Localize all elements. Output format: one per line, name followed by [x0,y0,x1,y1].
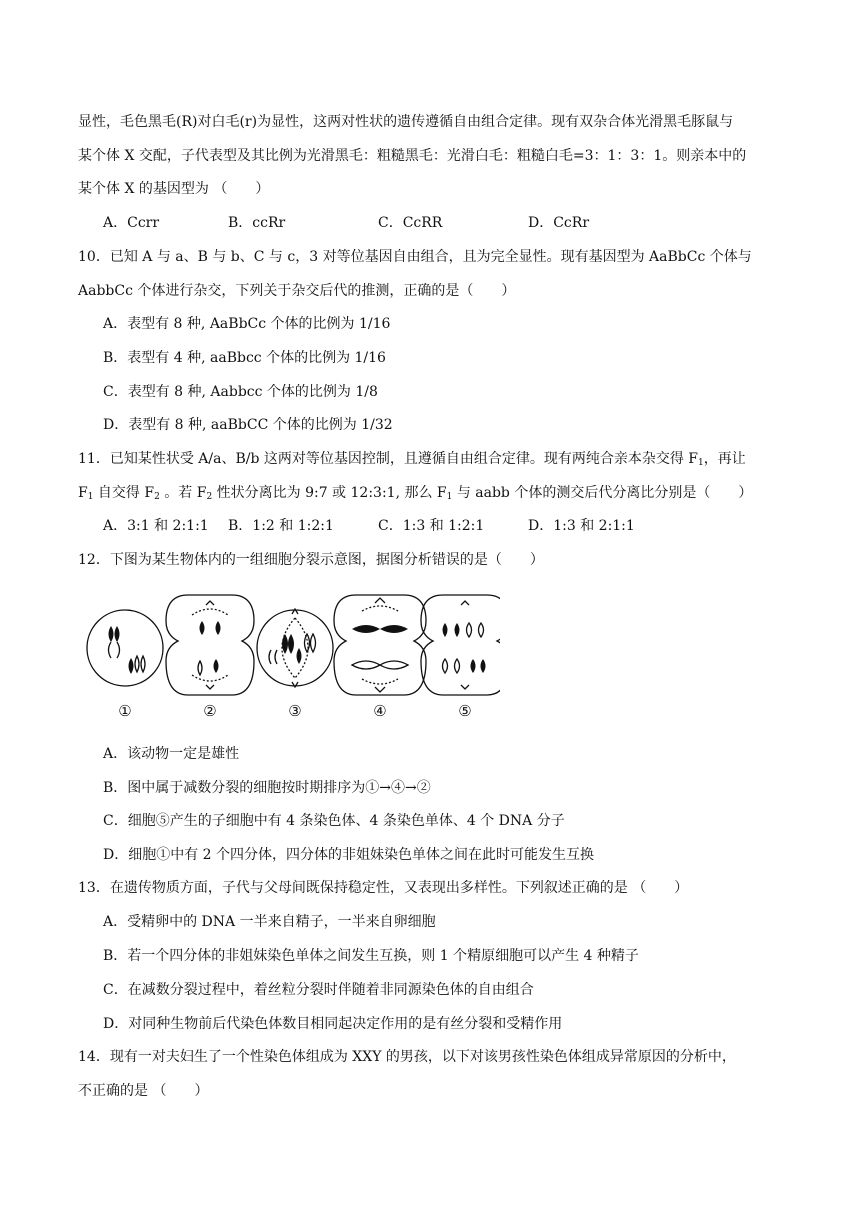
q11-option-b: B．1:2 和 1:2:1 [228,518,334,534]
cell-label-2: ② [203,702,217,720]
q10-option-d: D．表型有 8 种, aaBbCC 个体的比例为 1/32 [103,417,393,433]
cell-label-3: ③ [288,702,302,720]
cell-label-4: ④ [373,702,387,720]
q10-stem-line1: 10．已知 A 与 a、B 与 b、C 与 c，3 对等位基因自由组合，且为完全显性。现有基因型为 AaBbCc 个体与 [78,249,752,265]
q14-stem-line1: 14．现有一对夫妇生了一个性染色体组成为 XXY 的男孩，以下对该男孩性染色体组成异常原因的分析中， [78,1049,736,1065]
cell-label-5: ⑤ [458,702,472,720]
q11-stem-line1: 11．已知某性状受 A/a、B/b 这两对等位基因控制，且遵循自由组合定律。现有两纯合亲本杂交得 $F_1$，再让 [78,451,746,468]
q10-stem-line2: AabbCc 个体进行杂交，下列关于杂交后代的推测，正确的是（ ） [78,283,516,299]
q9-option-b: B．ccRr [228,215,286,231]
q13-option-b: B．若一个四分体的非姐妹染色单体之间发生互换，则 1 个精原细胞可以产生 4 种精子 [103,948,639,964]
q11-option-d: D．1:3 和 2:1:1 [528,518,635,534]
cell-label-1: ① [118,702,132,720]
q9-option-a: A．Ccrr [103,215,160,231]
q9-text-line3: 某个体 X 的基因型为 （ ） [78,181,270,197]
cell-2 [166,595,254,695]
q13-option-a: A．受精卵中的 DNA 一半来自精子，一半来自卵细胞 [103,914,436,930]
q11-option-c: C．1:3 和 1:2:1 [378,518,485,534]
q13-option-d: D．对同种生物前后代染色体数目相同起决定作用的是有丝分裂和受精作用 [103,1016,563,1032]
q12-option-c: C．细胞⑤产生的子细胞中有 4 条染色体、4 条染色单体、4 个 DNA 分子 [103,813,565,829]
q10-option-b: B．表型有 4 种, aaBbcc 个体的比例为 1/16 [103,350,386,366]
q9-text-line2: 某个体 X 交配，子代表型及其比例为光滑黑毛：粗糙黑毛：光滑白毛：粗糙白毛=3：1：3：1。则亲本中的 [78,148,747,164]
q14-stem-line2: 不正确的是 （ ） [78,1083,209,1099]
q11-option-a: A．3:1 和 2:1:1 [103,518,209,534]
q9-text-line1: 显性，毛色黑毛(R)对白毛(r)为显性，这两对性状的遗传遵循自由组合定律。现有双杂合体光滑黑毛豚鼠与 [78,114,734,130]
q13-stem: 13．在遗传物质方面，子代与父母间既保持稳定性，又表现出多样性。下列叙述正确的是 （ ） [78,880,689,896]
q10-option-c: C．表型有 8 种, Aabbcc 个体的比例为 1/8 [103,384,378,400]
q13-option-c: C．在减数分裂过程中，着丝粒分裂时伴随着非同源染色体的自由组合 [103,982,534,998]
cell-4 [334,595,426,695]
q9-option-c: C．CcRR [378,215,443,231]
q12-stem: 12．下图为某生物体内的一组细胞分裂示意图，据图分析错误的是（ ） [78,552,544,568]
cell-1 [87,610,163,686]
cell-division-figure [80,590,500,725]
q10-option-a: A．表型有 8 种, AaBbCc 个体的比例为 1/16 [103,316,391,332]
cell-5 [421,595,500,695]
cell-division-diagram [80,590,500,700]
q12-option-a: A．该动物一定是雄性 [103,746,240,762]
cell-3 [257,609,333,687]
q9-option-d: D．CcRr [528,215,590,231]
q12-option-b: B．图中属于减数分裂的细胞按时期排序为①→④→② [103,780,431,796]
q12-option-d: D．细胞①中有 2 个四分体，四分体的非姐妹染色单体之间在此时可能发生互换 [103,847,595,863]
q11-stem-line2: $F_1$ 自交得 $F_2$ 。若 $F_2$ 性状分离比为 9:7 或 12:3:1, 那么 $F_1$ 与 aabb 个体的测交后代分离比分别是（ ） [78,485,753,502]
